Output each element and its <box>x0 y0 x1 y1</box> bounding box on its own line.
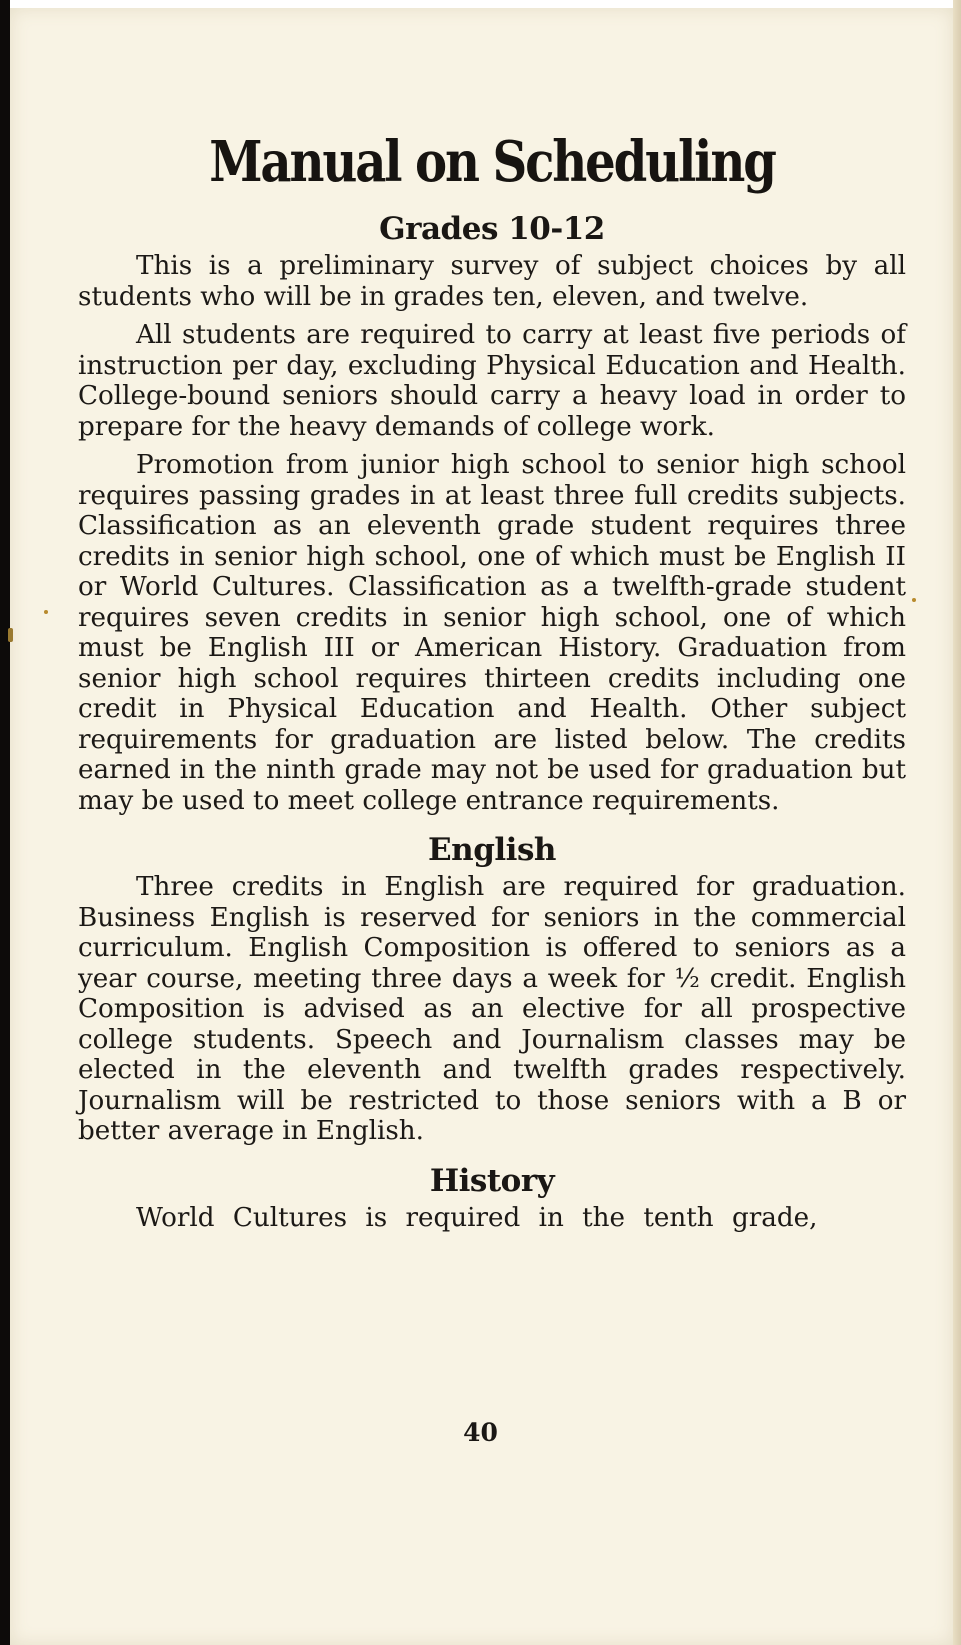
paragraph-english-requirements: Three credits in English are required for graduation. Business English is reserved for seniors in the commercial curriculum. English Composition is offered to seniors as a year course, meeting three days a week for ½ credit. English Composition is advised as an elective for all prospective college students. Speech and Journalism classes may be elected in the eleventh and twelfth grades respectively. Journalism will be restricted to those seniors with a B or better average in English. <box>78 872 906 1146</box>
paragraph-history-requirements: World Cultures is required in the tenth grade, <box>136 1202 818 1233</box>
section-heading-grades: Grades 10-12 <box>379 211 605 247</box>
paragraph-survey-intro: This is a preliminary survey of subject choices by all students who will be in grades ten, eleven, and twelve. <box>78 251 906 312</box>
paper-speck <box>44 610 48 614</box>
paragraph-promotion-requirements: Promotion from junior high school to senior high school requires passing grades in at least three full credits subjects. Classification as an eleventh grade student requires three credits in senior high school, one of which must be English II or World Cultures. Classification as a twelfth-grade student requires seven credits in senior high school, one of which must be English III or American History. Graduation from senior high school requires thirteen credits including one credit in Physical Education and Health. Other subject requirements for graduation are listed below. The credits earned in the ninth grade may not be used for graduation but may be used to meet college entrance requirements. <box>78 450 906 816</box>
section-heading-english: English <box>428 832 556 868</box>
page-number: 40 <box>463 1418 498 1447</box>
scan-left-border <box>0 0 10 1645</box>
section-heading-history: History <box>429 1162 555 1199</box>
paper-speck <box>8 628 13 642</box>
paper-speck <box>912 598 916 602</box>
paragraph-course-load: All students are required to carry at least five periods of instruction per day, excluding Physical Education and Health. College-bound seniors should carry a heavy load in order to prepare for the heavy demands of college work. <box>78 320 906 442</box>
page-content <box>78 130 906 1241</box>
scan-right-border <box>953 0 961 1645</box>
page-title: Manual on Scheduling <box>209 129 775 195</box>
